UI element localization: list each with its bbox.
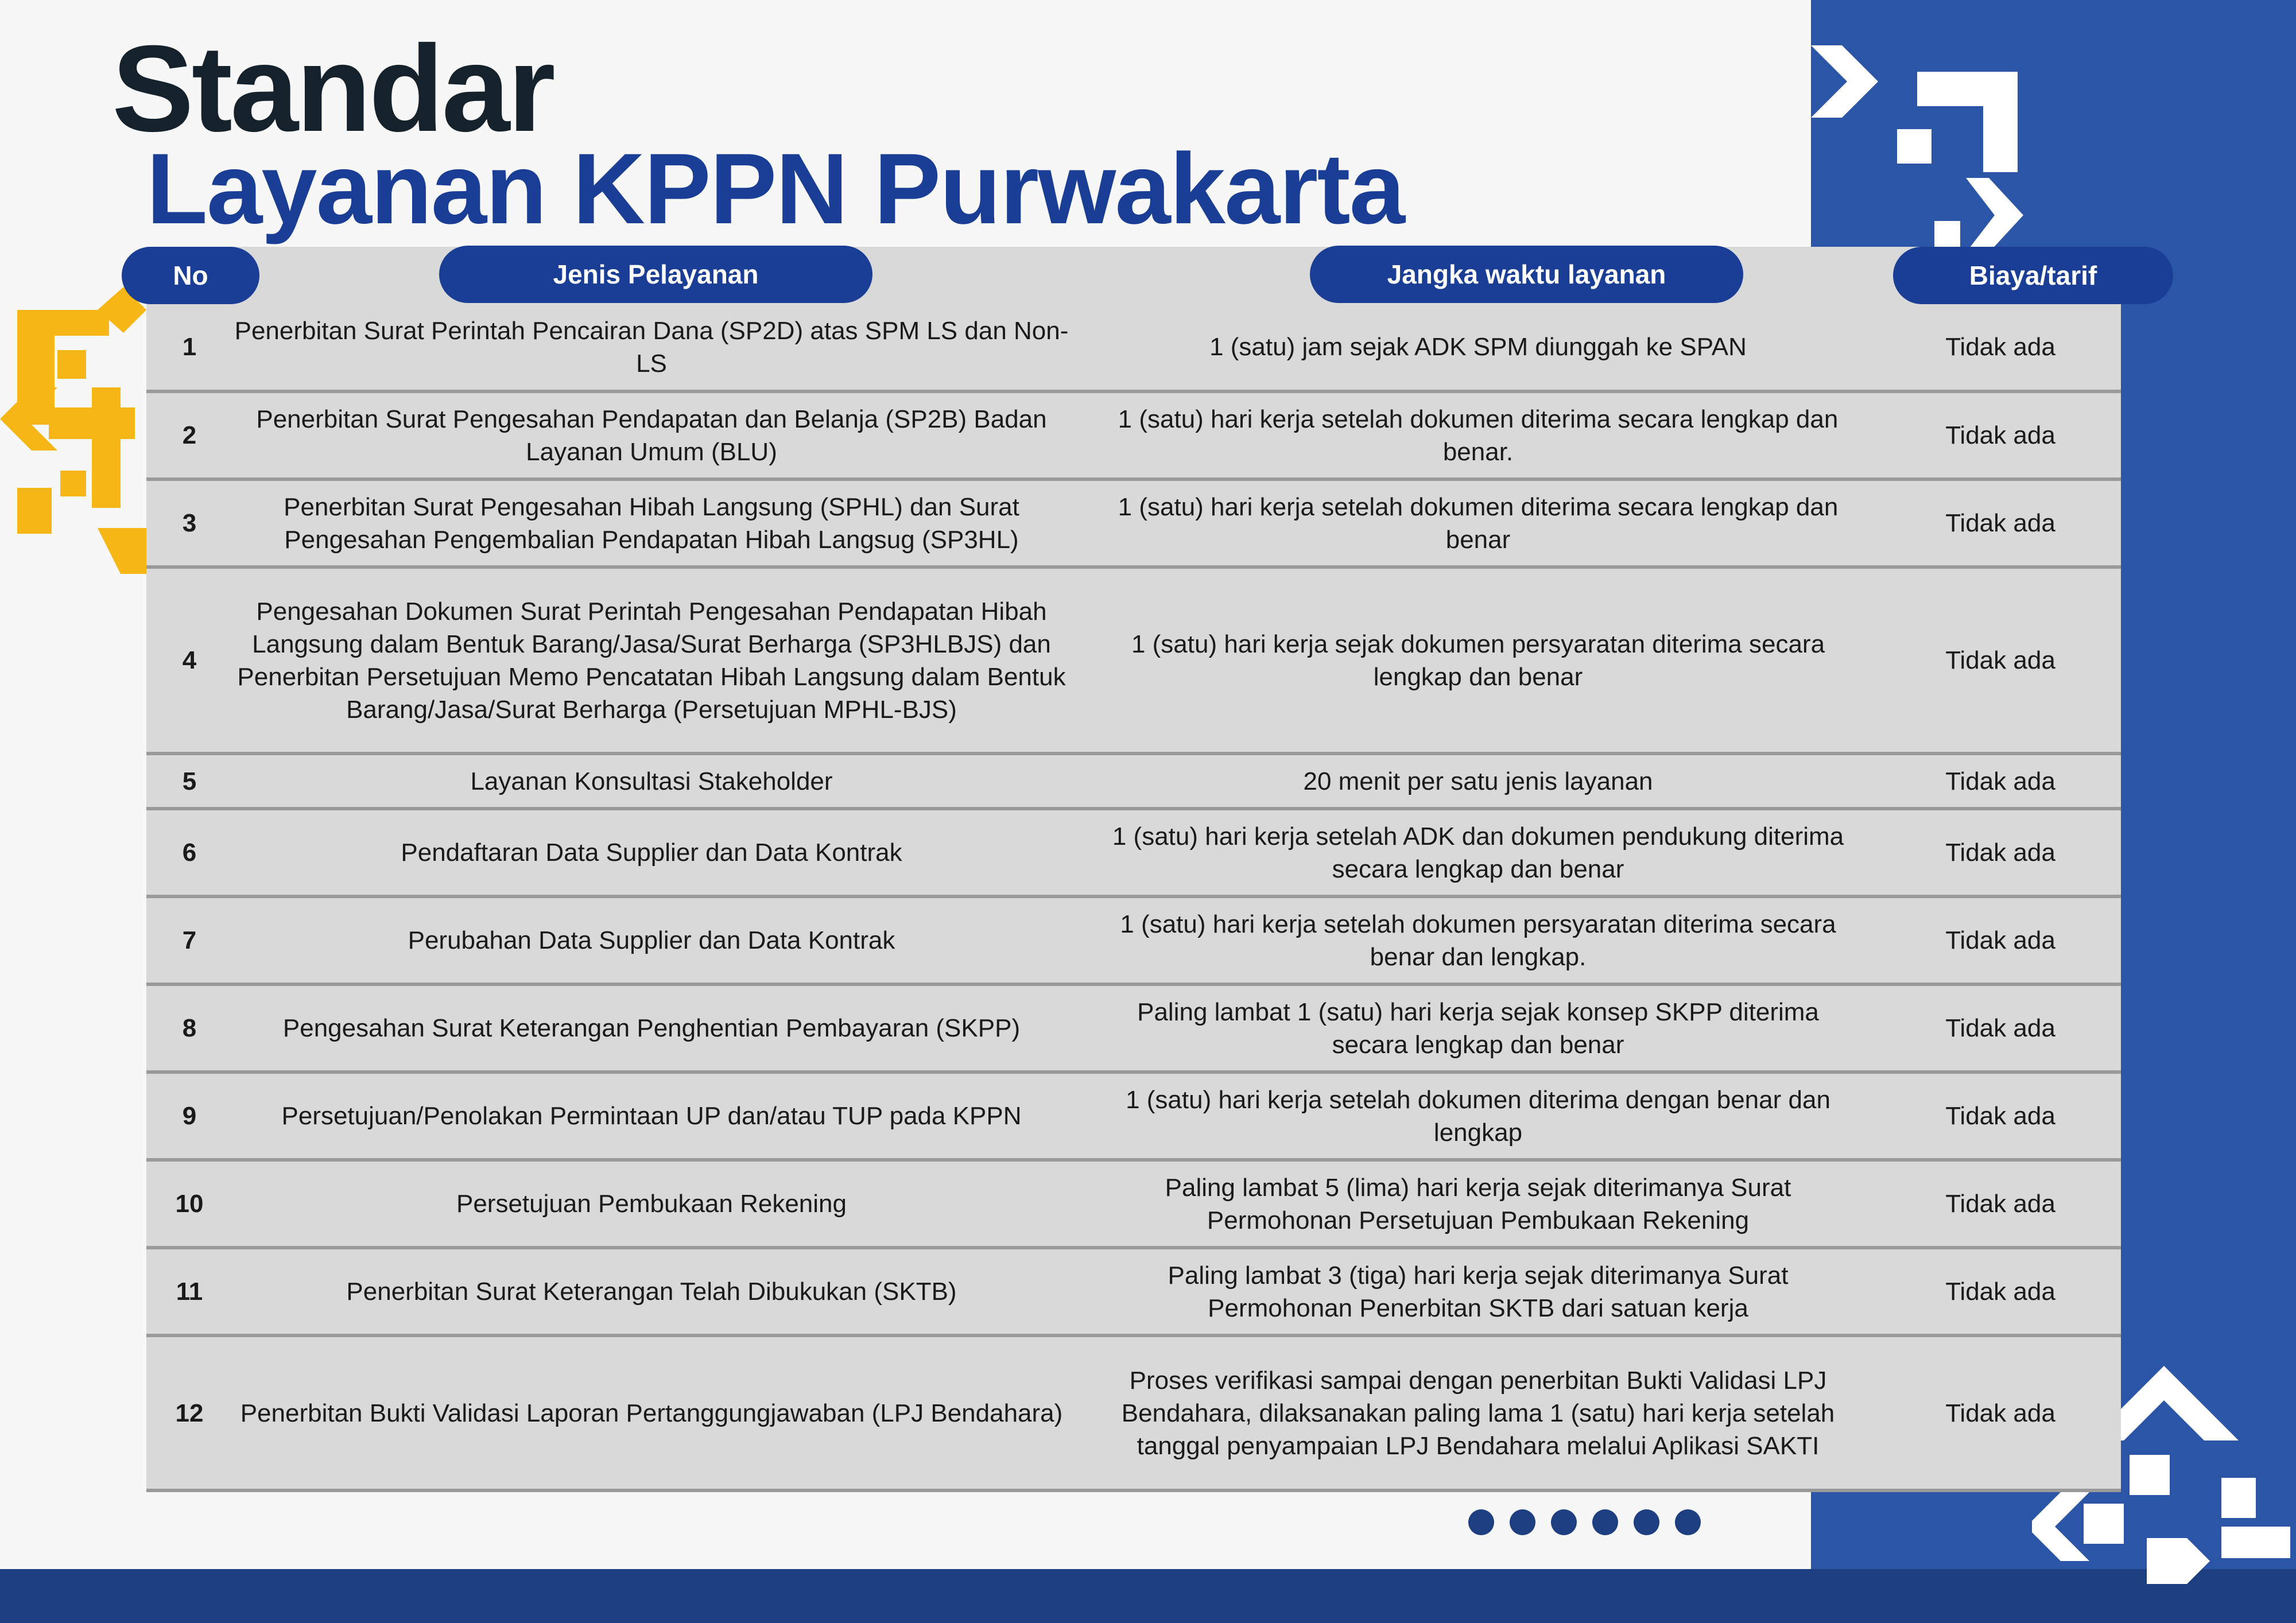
service-duration: Proses verifikasi sampai dengan penerbitan Bukti Validasi LPJ Bendahara, dilaksanakan paling lama 1 (satu) hari kerja setelah tanggal penyampaian LPJ Bendahara melalui Aplikasi SAKTI [1121, 1366, 1835, 1460]
service-name: Pengesahan Surat Keterangan Penghentian Pembayaran (SKPP) [282, 1014, 1021, 1042]
service-duration: Paling lambat 1 (satu) hari kerja sejak konsep SKPP diterima secara lengkap dan benar [1137, 997, 1819, 1059]
service-fee: Tidak ada [1945, 1399, 2055, 1427]
bottom-navy-band [0, 1569, 2296, 1623]
row-number: 6 [182, 838, 197, 867]
service-fee: Tidak ada [1945, 646, 2055, 674]
row-number: 4 [182, 646, 197, 674]
table-row [146, 1337, 2121, 1492]
page-title-line-1: Standar [112, 20, 553, 157]
service-name: Perubahan Data Supplier dan Data Kontrak [408, 926, 895, 954]
dot-icon [1634, 1509, 1659, 1535]
table-row [146, 304, 2121, 393]
service-name: Penerbitan Surat Perintah Pencairan Dana (SP2D) atas SPM LS dan Non-LS [234, 316, 1069, 378]
row-number: 10 [175, 1190, 204, 1218]
service-duration: 1 (satu) hari kerja setelah ADK dan dokumen pendukung diterima secara lengkap dan benar [1112, 822, 1844, 883]
service-duration: 1 (satu) jam sejak ADK SPM diunggah ke SPAN [1209, 333, 1747, 361]
service-name: Pengesahan Dokumen Surat Perintah Pengesahan Pendapatan Hibah Langsung dalam Bentuk Barang/Jasa/Surat Berharga (SP3HLBJS) dan Penerbitan Persetujuan Memo Pencatatan Hibah Langsung dalam Bentuk Barang/Jasa/Surat Berharga (Persetujuan MPHL-BJS) [237, 597, 1066, 724]
table-row [146, 569, 2121, 755]
service-fee: Tidak ada [1945, 509, 2055, 537]
table-row [146, 1162, 2121, 1249]
service-fee: Tidak ada [1945, 767, 2055, 795]
service-duration: 1 (satu) hari kerja setelah dokumen persyaratan diterima secara benar dan lengkap. [1120, 910, 1836, 971]
service-duration: 1 (satu) hari kerja setelah dokumen diterima secara lengkap dan benar [1118, 492, 1839, 554]
row-number: 3 [182, 509, 197, 537]
service-fee: Tidak ada [1945, 1278, 2055, 1306]
table-row [146, 810, 2121, 898]
dot-icon [1510, 1509, 1535, 1535]
row-number: 11 [176, 1278, 203, 1306]
column-header-no: No [122, 247, 259, 304]
page-title-line-2: Layanan KPPN Purwakarta [146, 133, 1404, 245]
column-header-jenis-pelayanan: Jenis Pelayanan [439, 246, 872, 303]
service-name: Pendaftaran Data Supplier dan Data Kontrak [401, 838, 902, 867]
table-row [146, 481, 2121, 569]
column-header-jangka-waktu: Jangka waktu layanan [1310, 246, 1743, 303]
service-duration: 1 (satu) hari kerja setelah dokumen diterima dengan benar dan lengkap [1126, 1085, 1830, 1147]
row-number: 8 [182, 1014, 197, 1042]
row-number: 2 [182, 421, 197, 449]
service-fee: Tidak ada [1945, 421, 2055, 449]
service-fee: Tidak ada [1945, 1014, 2055, 1042]
service-fee: Tidak ada [1945, 1190, 2055, 1218]
service-name: Penerbitan Surat Pengesahan Hibah Langsung (SPHL) dan Surat Pengesahan Pengembalian Pendapatan Hibah Langsug (SP3HL) [284, 492, 1019, 554]
service-fee: Tidak ada [1945, 333, 2055, 361]
service-name: Penerbitan Surat Pengesahan Pendapatan dan Belanja (SP2B) Badan Layanan Umum (BLU) [256, 405, 1047, 466]
service-name: Persetujuan/Penolakan Permintaan UP dan/atau TUP pada KPPN [281, 1102, 1022, 1130]
row-number: 5 [182, 767, 197, 795]
table-row [146, 986, 2121, 1074]
dot-icon [1592, 1509, 1618, 1535]
service-duration: Paling lambat 5 (lima) hari kerja sejak diterimanya Surat Permohonan Persetujuan Pembukaan Rekening [1165, 1173, 1791, 1234]
service-name: Persetujuan Pembukaan Rekening [456, 1190, 847, 1218]
service-name: Penerbitan Bukti Validasi Laporan Pertanggungjawaban (LPJ Bendahara) [240, 1399, 1063, 1427]
row-number: 1 [182, 333, 197, 361]
service-duration: Paling lambat 3 (tiga) hari kerja sejak diterimanya Surat Permohonan Penerbitan SKTB dari satuan kerja [1168, 1261, 1789, 1322]
service-fee: Tidak ada [1945, 1102, 2055, 1130]
service-fee: Tidak ada [1945, 926, 2055, 954]
service-name: Penerbitan Surat Keterangan Telah Dibukukan (SKTB) [346, 1278, 957, 1306]
row-number: 12 [175, 1399, 204, 1427]
dot-icon [1675, 1509, 1701, 1535]
table-row [146, 1249, 2121, 1337]
row-number: 9 [182, 1102, 197, 1130]
table-row [146, 393, 2121, 481]
column-header-biaya: Biaya/tarif [1893, 247, 2173, 304]
pagination-dots [1468, 1509, 1701, 1535]
service-fee: Tidak ada [1945, 838, 2055, 867]
service-duration: 1 (satu) hari kerja setelah dokumen diterima secara lengkap dan benar. [1118, 405, 1839, 466]
table-row [146, 1074, 2121, 1162]
service-duration: 20 menit per satu jenis layanan [1303, 767, 1653, 795]
service-name: Layanan Konsultasi Stakeholder [470, 767, 833, 795]
table-row [146, 755, 2121, 810]
dot-icon [1468, 1509, 1494, 1535]
dot-icon [1551, 1509, 1577, 1535]
row-number: 7 [182, 926, 197, 954]
left-yellow-ornament [0, 287, 155, 585]
service-duration: 1 (satu) hari kerja sejak dokumen persyaratan diterima secara lengkap dan benar [1131, 630, 1825, 691]
top-right-ornament [1811, 32, 2029, 261]
table-row [146, 898, 2121, 986]
